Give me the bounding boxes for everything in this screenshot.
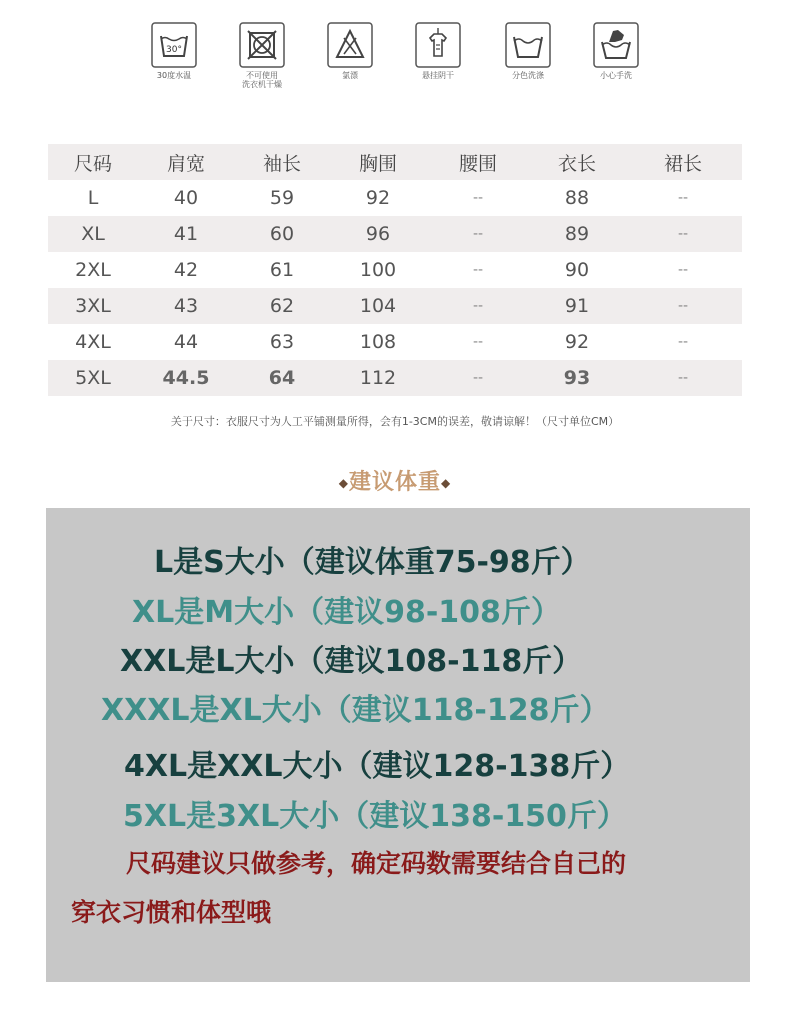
table-cell: 4XL [75, 331, 111, 353]
table-cell: -- [472, 190, 484, 206]
section-title [0, 465, 790, 496]
care-item-hang-dry [398, 22, 478, 80]
svg-text:30°: 30° [166, 45, 182, 55]
table-cell: 63 [269, 331, 295, 353]
table-cell: 88 [564, 187, 590, 209]
hang-dry-shade-icon [415, 22, 461, 68]
table-cell: 90 [564, 259, 590, 281]
table-cell: 42 [173, 259, 199, 281]
table-cell: 41 [138, 216, 234, 252]
no-machine-dry-icon [239, 22, 285, 68]
table-cell: -- [624, 216, 742, 252]
table-cell: 43 [138, 288, 234, 324]
table-cell: 59 [269, 187, 295, 209]
care-labels [0, 22, 790, 92]
care-label-separate-wash: 分色洗涤 [512, 71, 544, 80]
table-row [48, 252, 742, 288]
table-cell: -- [677, 334, 689, 350]
care-label-hang-dry: 悬挂阴干 [422, 71, 454, 80]
table-cell: 44.5 [138, 360, 234, 396]
table-cell: 40 [173, 187, 199, 209]
bleach-icon [327, 22, 373, 68]
recommendation-line: XXXL是XL大小（建议118-128斤） [101, 693, 610, 728]
recommendation-line: 4XL是XXL大小（建议128-138斤） [124, 749, 631, 784]
diamond-icon: ◆ [338, 476, 349, 490]
weight-recommendation-panel [46, 508, 750, 982]
table-cell: 92 [564, 331, 590, 353]
table-cell: -- [624, 360, 742, 396]
recommendation-line: 5XL是3XL大小（建议138-150斤） [123, 799, 627, 834]
care-item-wash [134, 22, 214, 80]
header-cell: 衣长 [530, 144, 624, 180]
disclaimer-line: 穿衣习惯和体型哦 [71, 898, 272, 927]
care-label-wash: 30度水温 [156, 71, 192, 80]
table-cell: 2XL [75, 259, 111, 281]
table-cell: 93 [530, 360, 624, 396]
measurement-note: 关于尺寸：衣服尺寸为人工平铺测量所得，会有1-3CM的误差，敬请谅解！（尺寸单位CM） [170, 415, 620, 428]
header-cell: 胸围 [330, 144, 426, 180]
table-cell: 108 [359, 331, 397, 353]
table-row [48, 288, 742, 324]
size-table [48, 144, 742, 396]
care-item-bleach [310, 22, 390, 80]
table-cell: 91 [530, 288, 624, 324]
table-row [48, 324, 742, 360]
table-cell: -- [624, 288, 742, 324]
table-cell: -- [426, 288, 530, 324]
care-label-hand-wash: 小心手洗 [600, 71, 632, 80]
table-row [48, 216, 742, 252]
recommendation-line: XXL是L大小（建议108-118斤） [120, 644, 583, 679]
table-row [48, 360, 742, 396]
care-item-separate-wash [488, 22, 568, 80]
header-cell: 尺码 [48, 144, 138, 180]
table-cell: -- [472, 262, 484, 278]
recommendation-line: XL是M大小（建议98-108斤） [132, 595, 561, 630]
size-table-header [48, 144, 742, 180]
disclaimer-line: 尺码建议只做参考，确定码数需要结合自己的 [126, 849, 627, 878]
header-cell: 腰围 [426, 144, 530, 180]
table-cell: -- [472, 334, 484, 350]
table-cell: 92 [365, 187, 391, 209]
table-cell: -- [677, 262, 689, 278]
table-cell: 5XL [48, 360, 138, 396]
table-row [48, 180, 742, 216]
header-cell: 裙长 [624, 144, 742, 180]
hand-wash-icon [593, 22, 639, 68]
header-cell: 肩宽 [138, 144, 234, 180]
table-cell: 89 [530, 216, 624, 252]
table-cell: L [87, 187, 99, 209]
table-cell: -- [426, 360, 530, 396]
care-item-hand-wash [576, 22, 656, 80]
section-title-text: 建议体重 [348, 470, 441, 495]
table-cell: -- [677, 190, 689, 206]
recommendation-line: L是S大小（建议体重75-98斤） [154, 545, 591, 580]
care-label-no-machine-dry: 不可使用 洗衣机干燥 [242, 71, 282, 89]
table-cell: XL [48, 216, 138, 252]
table-cell: 62 [234, 288, 330, 324]
separate-wash-icon [505, 22, 551, 68]
table-cell: 64 [234, 360, 330, 396]
table-cell: 104 [330, 288, 426, 324]
care-label-bleach: 氯漂 [342, 71, 358, 80]
table-cell: 96 [330, 216, 426, 252]
table-cell: 60 [234, 216, 330, 252]
table-cell: 112 [330, 360, 426, 396]
table-cell: 3XL [48, 288, 138, 324]
header-cell: 袖长 [234, 144, 330, 180]
care-item-no-machine-dry [222, 22, 302, 89]
table-cell: -- [426, 216, 530, 252]
wash-30-icon [151, 22, 197, 68]
table-cell: 61 [269, 259, 295, 281]
table-cell: 44 [173, 331, 199, 353]
table-cell: 100 [359, 259, 397, 281]
diamond-icon: ◆ [441, 476, 452, 490]
